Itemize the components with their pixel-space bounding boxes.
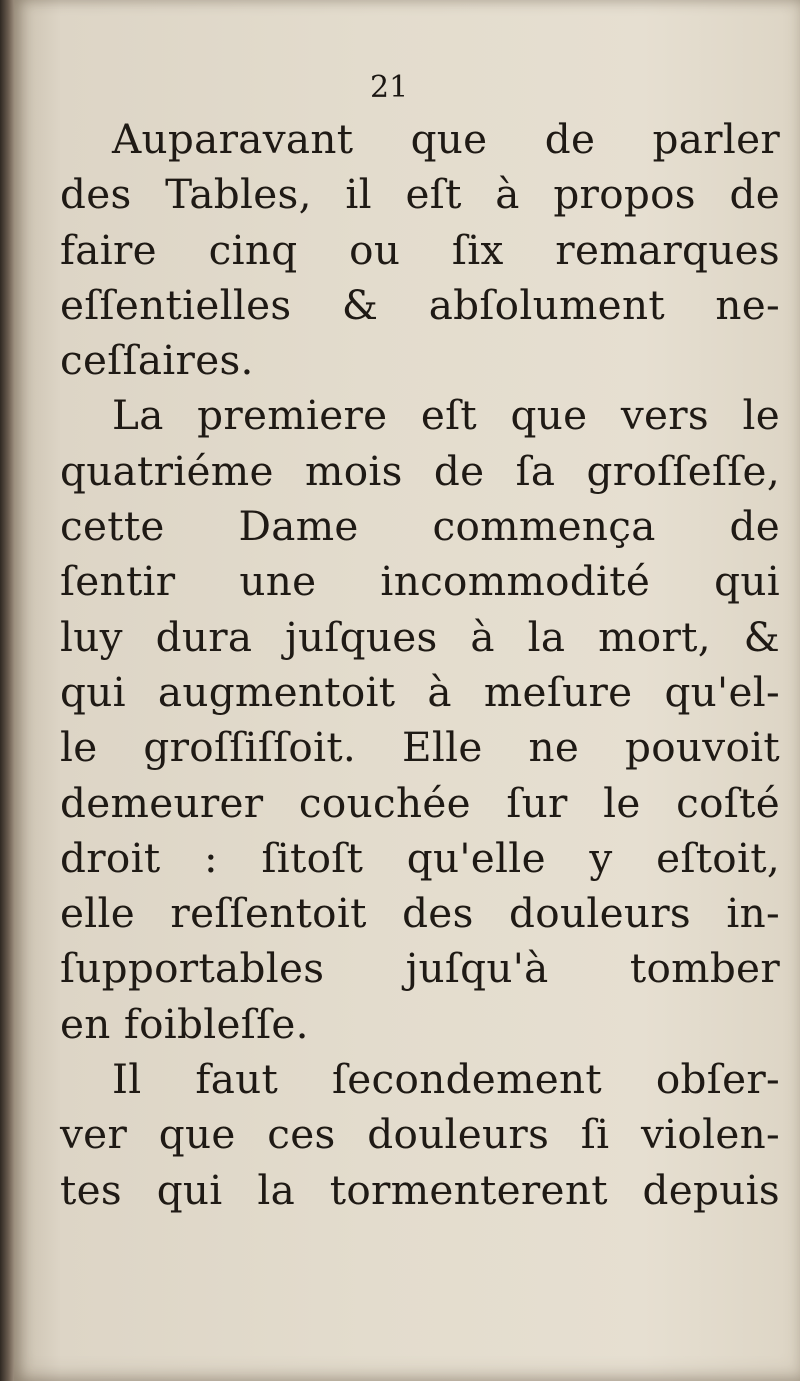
text-line: elle reſſentoit des douleurs in- (60, 889, 780, 938)
text-line: des Tables, il eſt à propos de (60, 170, 780, 219)
text-line: qui augmentoit à meſure qu'el- (60, 667, 780, 716)
text-line: ſentir une incommodité qui (60, 557, 780, 606)
text-line: en foibleſſe. (60, 999, 309, 1048)
text-line: eſſentielles & abſolument ne- (60, 280, 780, 329)
page-number: 21 (370, 70, 409, 105)
text-line: le groſſiſſoit. Elle ne pouvoit (60, 723, 780, 772)
book-spine-shadow (0, 0, 14, 1381)
paragraph-3 (60, 1052, 780, 1218)
text-line: ceſſaires. (60, 336, 254, 385)
text-line: ver que ces douleurs ſi violen- (60, 1110, 780, 1159)
text-line: faire cinq ou ſix remarques (60, 225, 780, 274)
paragraph-1 (60, 112, 780, 388)
text-line: Auparavant que de parler (112, 115, 780, 163)
text-line: quatriéme mois de ſa groſſeſſe, (60, 446, 780, 495)
text-line: tes qui la tormenterent depuis (60, 1165, 780, 1214)
text-line: La premiere eſt que vers le (112, 391, 780, 440)
text-line: luy dura juſques à la mort, & (60, 612, 780, 661)
text-line: ſupportables juſqu'à tomber (60, 944, 780, 993)
paragraph-2 (60, 388, 780, 1052)
text-line: cette Dame commença de (60, 502, 780, 551)
text-line: demeurer couchée ſur le coſté (60, 778, 780, 827)
page-text (60, 112, 780, 1218)
text-line: Il faut ſecondement obſer- (112, 1055, 780, 1104)
text-line: droit : ſitoſt qu'elle y eſtoit, (60, 833, 780, 882)
